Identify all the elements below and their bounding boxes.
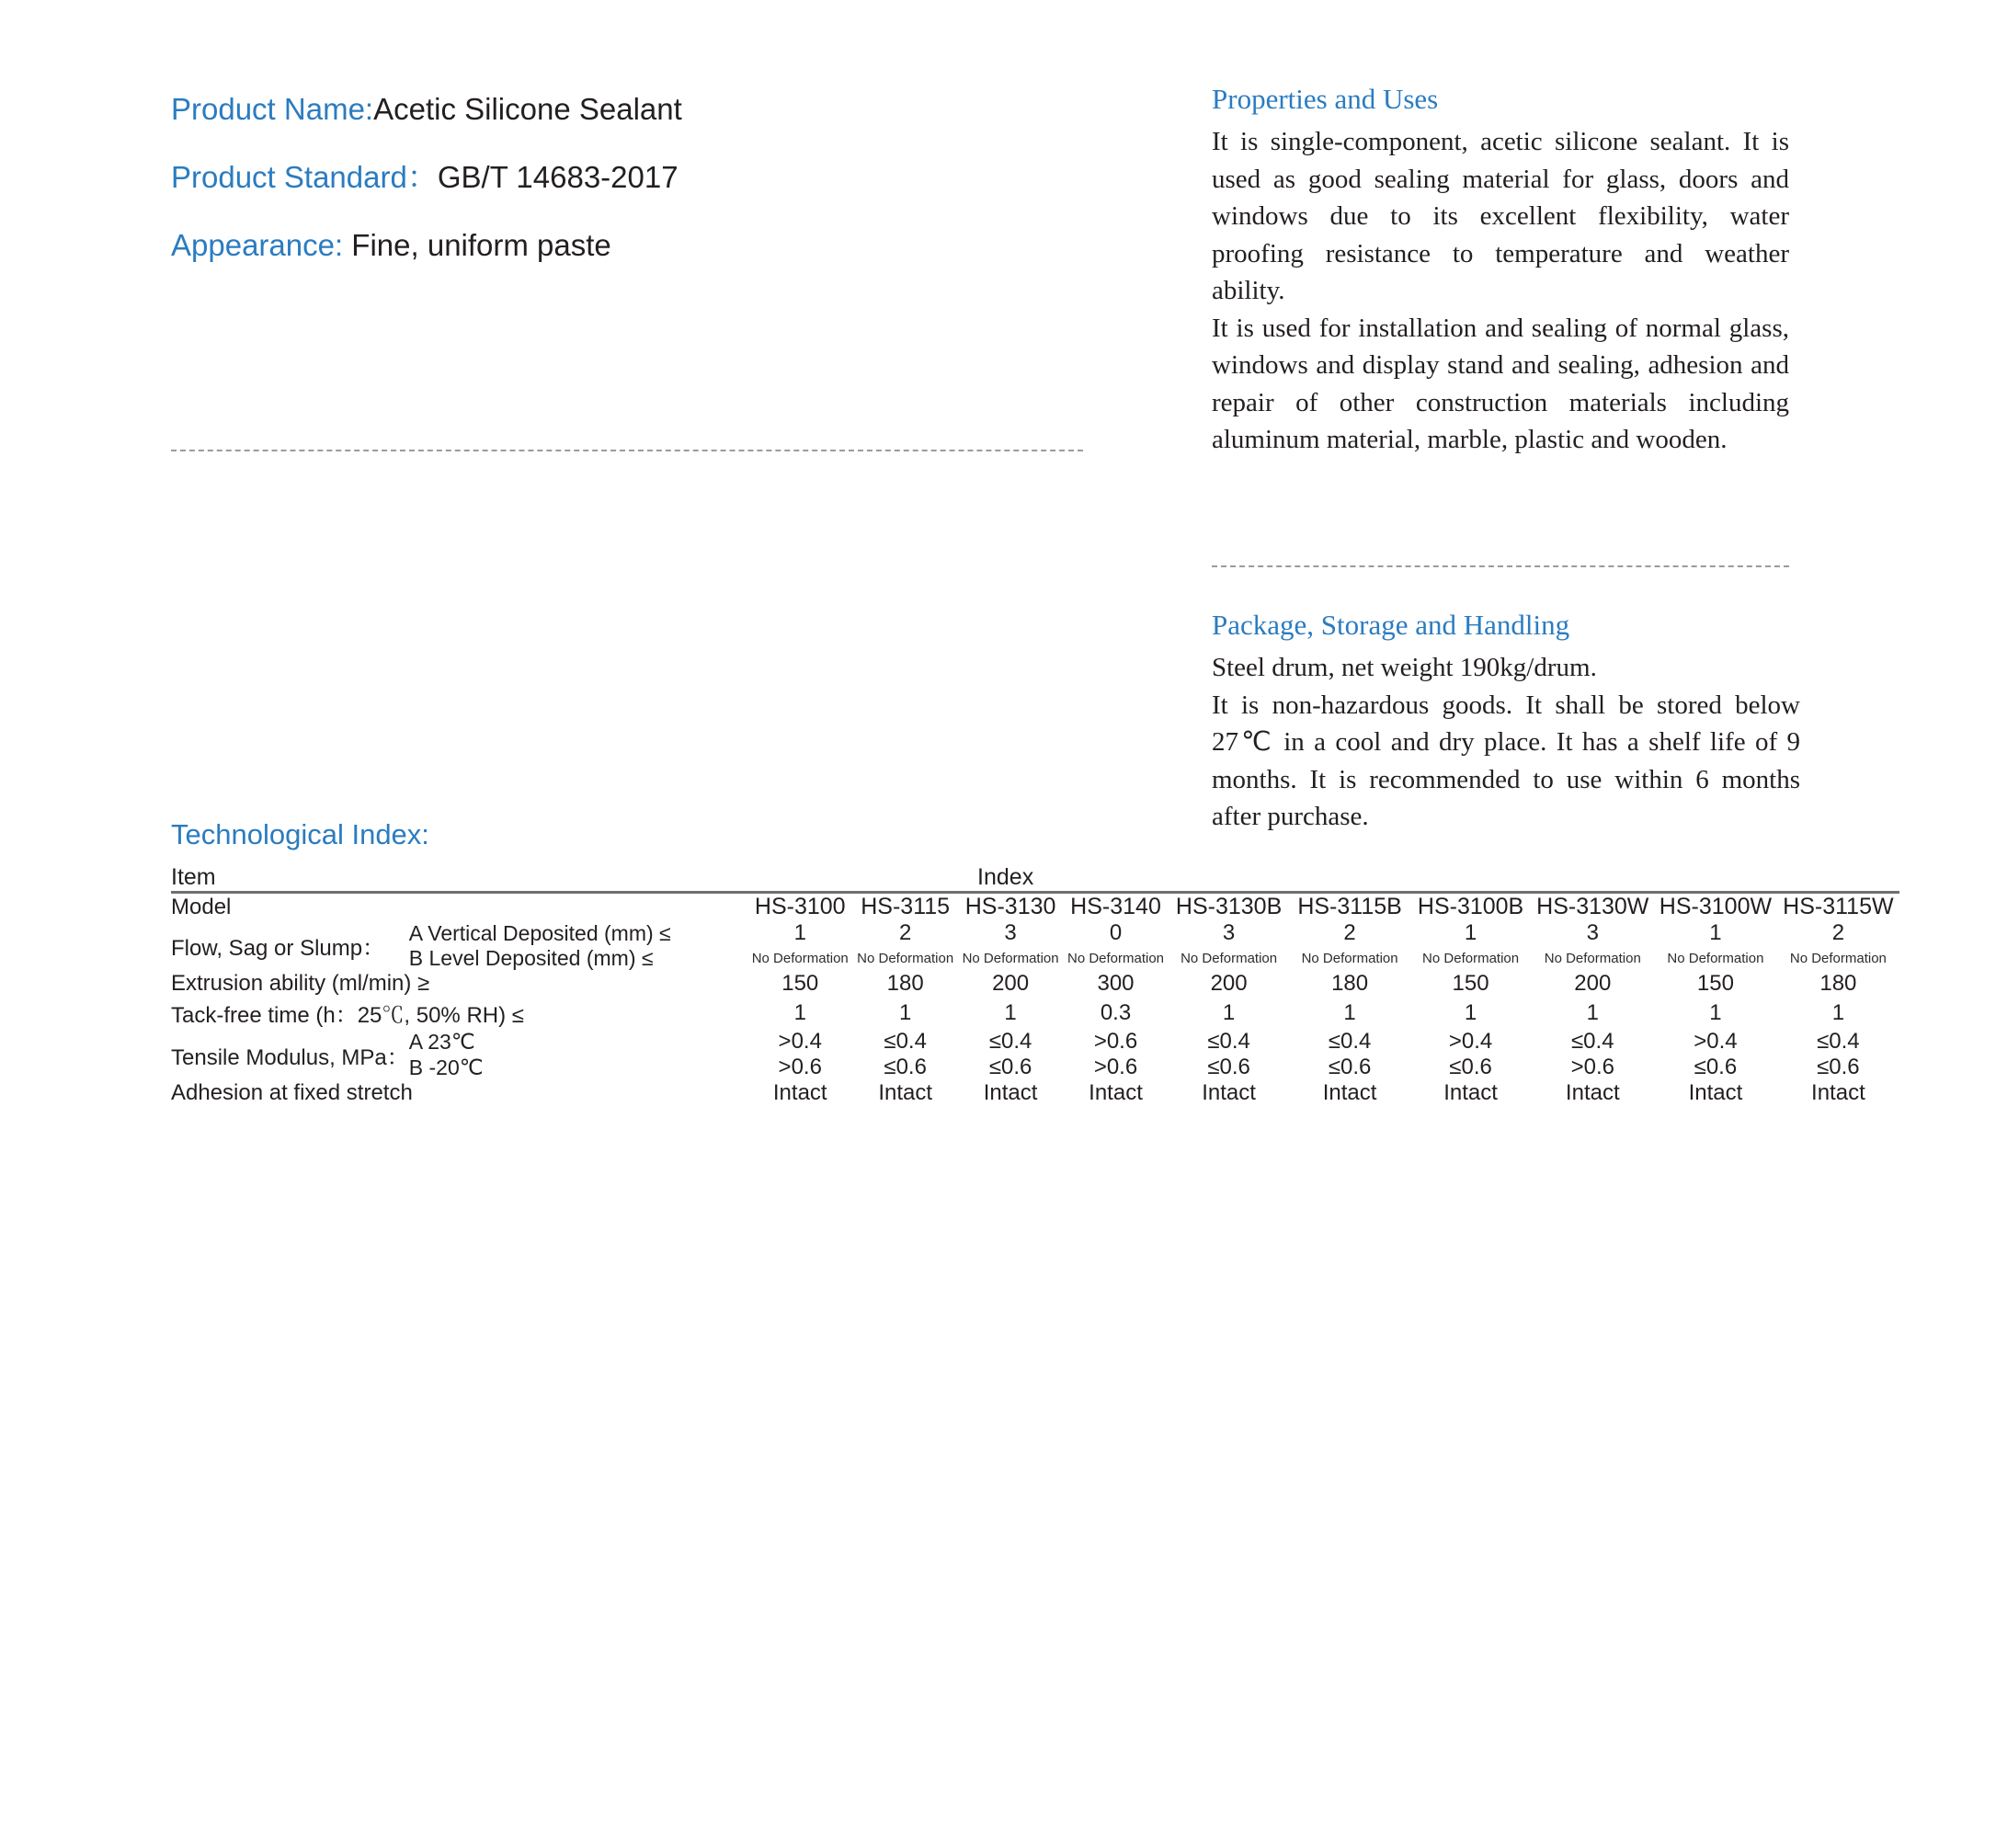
cell-flow-b: No Deformation <box>857 951 954 966</box>
cell-tackfree: 0.3 <box>1100 999 1132 1025</box>
cell-flow-b: No Deformation <box>1066 951 1165 966</box>
row-label-model: Model <box>171 894 232 919</box>
cell-tensile-a: ≤0.4 <box>884 1029 927 1054</box>
package-storage-handling-block <box>1212 607 1800 836</box>
cell-adhesion: Intact <box>1811 1080 1865 1105</box>
row-label-flow: Flow, Sag or Slump： <box>171 936 385 961</box>
table-row-extrusion <box>171 971 1899 997</box>
cell-flow-b: No Deformation <box>962 951 1059 966</box>
cell-tensile-b: >0.6 <box>1570 1055 1614 1079</box>
cell-tensile-b: >0.6 <box>1093 1055 1138 1079</box>
cell-flow-b: No Deformation <box>1180 951 1278 966</box>
row-label-adhesion: Adhesion at fixed stretch <box>171 1080 413 1105</box>
table-header-row <box>171 864 1899 893</box>
cell-tensile-a: ≤0.4 <box>988 1029 1032 1054</box>
model-cell: HS-3115B <box>1297 894 1402 919</box>
package-paragraph-2: It is non-hazardous goods. It shall be stored below 27℃ in a cool and dry place. It has a shelf life of 9 months. It is recommended to use within 6 months after purchase. <box>1212 690 1800 831</box>
product-meta-block <box>171 75 1100 279</box>
cell-tensile-a: ≤0.4 <box>1328 1029 1372 1054</box>
cell-tensile-a: >0.4 <box>1694 1029 1738 1054</box>
cell-tackfree: 1 <box>1586 999 1599 1025</box>
cell-tensile-b: ≤0.6 <box>1817 1055 1860 1079</box>
cell-adhesion: Intact <box>1565 1080 1620 1105</box>
cell-tensile-b: ≤0.6 <box>1694 1055 1738 1079</box>
cell-extrusion: 200 <box>1574 971 1612 996</box>
cell-flow-a: 3 <box>1586 920 1599 945</box>
cell-tensile-b: ≤0.6 <box>884 1055 927 1079</box>
cell-flow-a: 3 <box>1004 920 1017 945</box>
appearance-value: Fine, uniform paste <box>343 228 611 262</box>
product-standard-line <box>171 143 1100 211</box>
cell-flow-b: No Deformation <box>1667 951 1764 966</box>
model-cell: HS-3130 <box>964 894 1056 919</box>
cell-tackfree: 1 <box>1343 999 1356 1025</box>
cell-tensile-b: ≤0.6 <box>1449 1055 1492 1079</box>
cell-flow-b: No Deformation <box>1301 951 1398 966</box>
cell-adhesion: Intact <box>1322 1080 1377 1105</box>
model-cell: HS-3115 <box>861 894 951 919</box>
cell-tensile-b: ≤0.6 <box>1328 1055 1372 1079</box>
cell-adhesion: Intact <box>772 1080 827 1105</box>
cell-tensile-b: ≤0.6 <box>988 1055 1032 1079</box>
cell-flow-a: 1 <box>1464 920 1477 945</box>
cell-extrusion: 200 <box>992 971 1030 996</box>
cell-tensile-b: ≤0.6 <box>1207 1055 1250 1079</box>
model-cell: HS-3130W <box>1536 894 1649 919</box>
table-row-flow-a <box>171 920 1899 946</box>
table-row-tackfree <box>171 997 1899 1029</box>
table-row-adhesion <box>171 1080 1899 1106</box>
product-name-line <box>171 75 1100 143</box>
cell-flow-a: 1 <box>1709 920 1722 945</box>
package-paragraph-1: Steel drum, net weight 190kg/drum. <box>1212 653 1597 682</box>
product-standard-value: GB/T 14683-2017 <box>437 160 679 194</box>
cell-flow-b: No Deformation <box>1422 951 1520 966</box>
cell-tensile-a: >0.4 <box>1448 1029 1493 1054</box>
model-cell: HS-3100W <box>1659 894 1773 919</box>
row-sublabel-flow-b: B Level Deposited (mm) ≤ <box>408 946 654 970</box>
product-standard-label: Product Standard： <box>171 160 438 194</box>
model-cell: HS-3130B <box>1175 894 1283 919</box>
cell-tensile-b: >0.6 <box>778 1055 822 1079</box>
cell-extrusion: 150 <box>781 971 819 996</box>
cell-adhesion: Intact <box>983 1080 1038 1105</box>
cell-extrusion: 150 <box>1696 971 1734 996</box>
cell-flow-a: 3 <box>1222 920 1236 945</box>
table-row-flow-b <box>171 946 1899 971</box>
cell-tackfree: 1 <box>1709 999 1722 1025</box>
technological-index-title: Technological Index: <box>171 818 429 850</box>
cell-flow-b: No Deformation <box>1789 951 1887 966</box>
table-row-model <box>171 894 1899 920</box>
package-heading: Package, Storage and Handling <box>1212 609 1570 641</box>
cell-flow-a: 1 <box>793 920 806 945</box>
product-name-value: Acetic Silicone Sealant <box>373 92 682 126</box>
row-sublabel-flow-a: A Vertical Deposited (mm) ≤ <box>408 920 671 945</box>
properties-paragraph-1: It is single-component, acetic silicone sealant. It is used as good sealing material for glass, doors and windows due to its excellent flexibility, water proofing resistance to temperature and weather ability. <box>1212 127 1789 305</box>
technological-index-table-wrap <box>171 864 1899 1106</box>
cell-tackfree: 1 <box>1222 999 1236 1025</box>
properties-heading: Properties and Uses <box>1212 83 1439 115</box>
row-label-tackfree: Tack-free time (h：25℃, 50% RH) ≤ <box>171 1003 524 1028</box>
cell-flow-a: 2 <box>898 920 912 945</box>
row-label-tensile: Tensile Modulus, MPa： <box>171 1044 409 1070</box>
cell-tackfree: 1 <box>898 999 912 1025</box>
cell-adhesion: Intact <box>1688 1080 1743 1105</box>
cell-flow-a: 2 <box>1343 920 1356 945</box>
cell-extrusion: 180 <box>1331 971 1369 996</box>
cell-flow-a: 0 <box>1109 920 1123 945</box>
cell-tensile-a: >0.6 <box>1093 1029 1138 1054</box>
technological-index-table <box>171 864 1899 1106</box>
cell-tackfree: 1 <box>793 999 806 1025</box>
properties-paragraph-2: It is used for installation and sealing of normal glass, windows and display stand and sealing, adhesion and repair of other construction materials including aluminum material, marble, plastic and wooden. <box>1212 313 1789 454</box>
model-cell: HS-3100B <box>1417 894 1524 919</box>
row-sublabel-tensile-a: A 23℃ <box>408 1029 475 1054</box>
cell-adhesion: Intact <box>1202 1080 1256 1105</box>
model-cell: HS-3115W <box>1783 894 1894 919</box>
header-index: Index <box>977 864 1034 890</box>
cell-extrusion: 180 <box>886 971 924 996</box>
appearance-label: Appearance: <box>171 228 344 262</box>
row-label-extrusion: Extrusion ability (ml/min) ≥ <box>171 971 430 996</box>
properties-and-uses-block <box>1212 81 1789 459</box>
cell-flow-b: No Deformation <box>751 951 849 966</box>
cell-tensile-a: ≤0.4 <box>1207 1029 1250 1054</box>
cell-tackfree: 1 <box>1831 999 1845 1025</box>
cell-tensile-a: ≤0.4 <box>1571 1029 1614 1054</box>
model-cell: HS-3140 <box>1070 894 1161 919</box>
cell-flow-a: 2 <box>1831 920 1845 945</box>
header-item: Item <box>171 864 216 890</box>
appearance-line <box>171 211 1100 279</box>
product-name-label: Product Name: <box>171 92 374 126</box>
cell-extrusion: 180 <box>1819 971 1857 996</box>
left-divider <box>171 450 1083 451</box>
cell-extrusion: 300 <box>1097 971 1135 996</box>
right-divider <box>1212 565 1789 567</box>
cell-extrusion: 150 <box>1452 971 1489 996</box>
cell-tensile-a: ≤0.4 <box>1817 1029 1860 1054</box>
cell-tackfree: 1 <box>1004 999 1017 1025</box>
cell-adhesion: Intact <box>1089 1080 1143 1105</box>
cell-tensile-a: >0.4 <box>778 1029 822 1054</box>
cell-adhesion: Intact <box>878 1080 933 1105</box>
table-row-tensile-a <box>171 1029 1899 1055</box>
cell-adhesion: Intact <box>1443 1080 1498 1105</box>
cell-tackfree: 1 <box>1464 999 1477 1025</box>
cell-extrusion: 200 <box>1210 971 1248 996</box>
row-sublabel-tensile-b: B -20℃ <box>408 1055 484 1079</box>
cell-flow-b: No Deformation <box>1544 951 1641 966</box>
table-row-tensile-b <box>171 1055 1899 1080</box>
model-cell: HS-3100 <box>754 894 846 919</box>
